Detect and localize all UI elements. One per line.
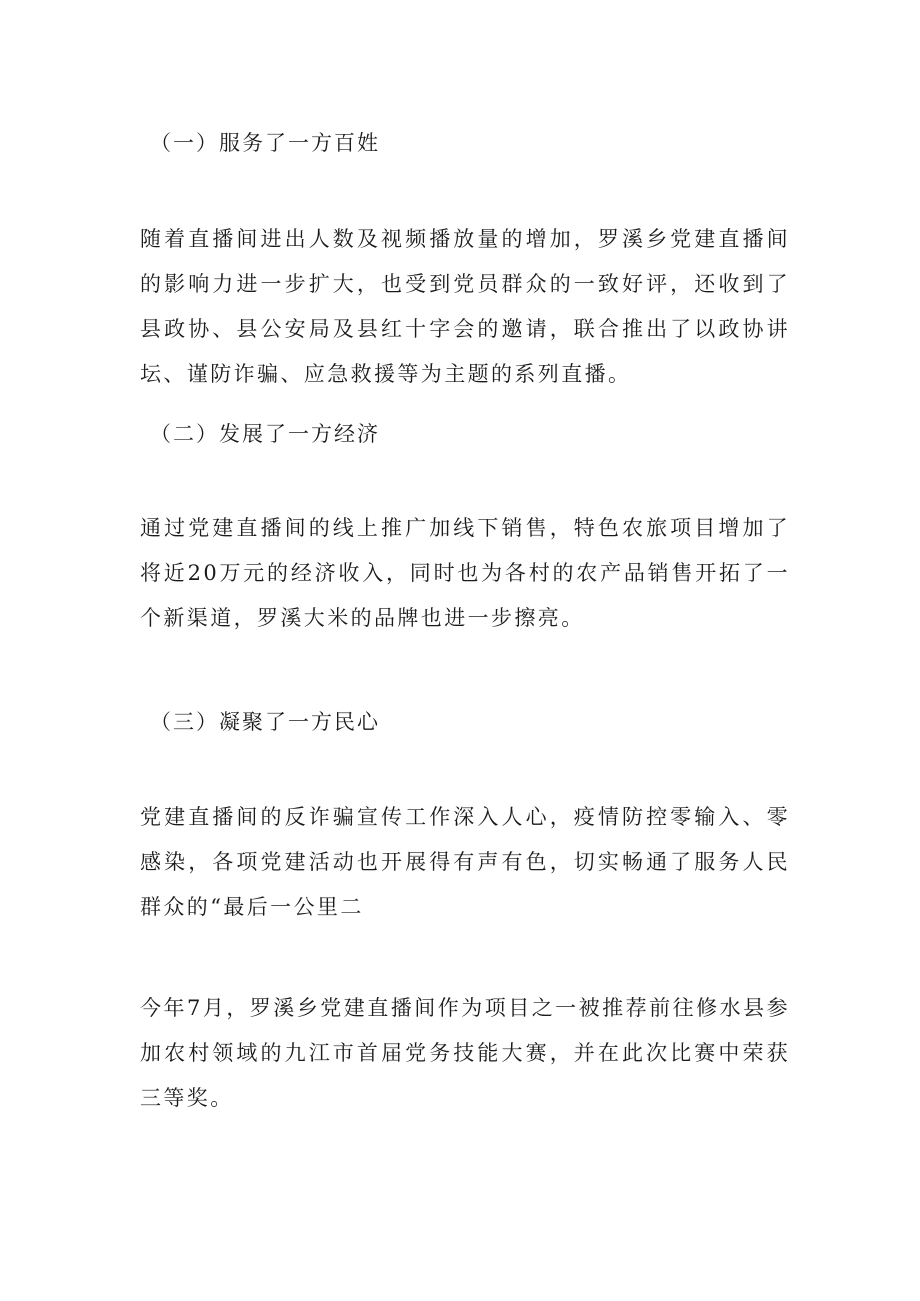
section-1-paragraph: 随着直播间进出人数及视频播放量的增加，罗溪乡党建直播间的影响力进一步扩大，也受到党员群众的一致好评，还收到了县政协、县公安局及县红十字会的邀请，联合推出了以政协讲坛、谨防诈骗、应急救援等为主题的系列直播。 — [140, 227, 790, 386]
section-3-heading: （三）凝聚了一方民心 — [150, 710, 380, 734]
section-2-paragraph: 通过党建直播间的线上推广加线下销售，特色农旅项目增加了将近20万元的经济收入，同时也为各村的农产品销售开拓了一个新渠道，罗溪大米的品牌也进一步擦亮。 — [140, 516, 790, 630]
section-1-heading: （一）服务了一方百姓 — [150, 131, 380, 155]
section-2-heading: （二）发展了一方经济 — [150, 422, 380, 446]
section-3-paragraph: 党建直播间的反诈骗宣传工作深入人心，疫情防控零输入、零感染，各项党建活动也开展得有声有色，切实畅通了服务人民群众的“最后一公里二 — [140, 805, 790, 919]
closing-paragraph: 今年7月，罗溪乡党建直播间作为项目之一被推荐前往修水县参加农村领域的九江市首届党务技能大赛，并在此次比赛中荣获三等奖。 — [140, 996, 790, 1110]
